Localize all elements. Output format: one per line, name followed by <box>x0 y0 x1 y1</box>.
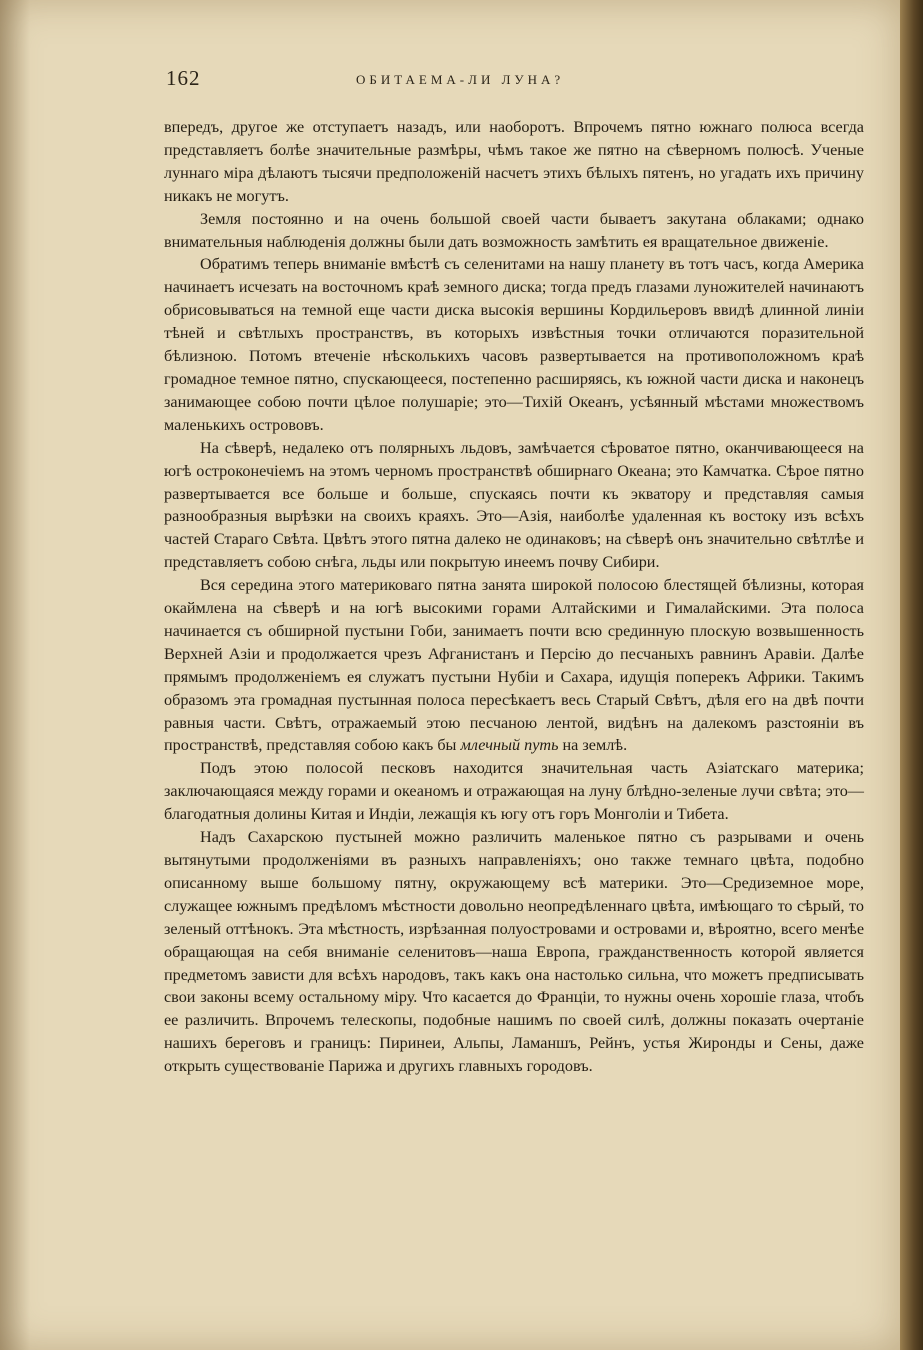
paragraph-5 <box>164 574 864 757</box>
binding-shadow <box>0 0 30 1350</box>
paragraph-1: впередъ, другое же отступаетъ назадъ, или наоборотъ. Впрочемъ пятно южнаго полюса всегда представляетъ болѣе значительные размѣры, чѣмъ такое же пятно на сѣверномъ полюсѣ. Ученые луннаго міра дѣлаютъ тысячи предположеній насчетъ этихъ бѣлыхъ пятенъ, но угадать ихъ причину никакъ не могутъ. <box>164 118 864 205</box>
paragraph-5-text: Вся середина этого материковаго пятна занята широкой полосою блестящей бѣлизны, которая окаймлена на сѣверѣ и на югѣ высокими горами Алтайскими и Гималайскими. Эта полоса начинается съ обширной пустыни Гоби, занимаетъ почти всю срединную плоскую возвышенность Верхней Азіи и продолжается чрезъ Афганистанъ и Персію до песчаныхъ равнинъ Аравіи. Далѣе прямымъ продолженіемъ ея служатъ пустыни Нубіи и Сахара, идущія поперекъ Африки. Такимъ образомъ эта громадная пустынная полоса пересѣкаетъ весь Старый Свѣтъ, дѣля его на двѣ почти равныя части. Свѣтъ, отражаемый этою песчаною лентой, видѣнъ на далекомъ разстояніи въ пространствѣ, представляя собою какъ бы <box>164 576 864 755</box>
paragraph-2: Земля постоянно и на очень большой своей части бываетъ закутана облаками; однако внимательныя наблюденія должны были дать возможность замѣтить ея вращательное движеніе. <box>164 209 864 251</box>
page-edge <box>900 0 923 1350</box>
paragraph-4: На сѣверѣ, недалеко отъ полярныхъ льдовъ, замѣчается сѣроватое пятно, оканчивающееся на югѣ остроконечіемъ на этомъ черномъ пространствѣ обширнаго Океана; это Камчатка. Сѣрое пятно развертывается все больше и больше, спускаясь почти къ экватору и представляя самыя разнообразныя вырѣзки на своихъ краяхъ. Это—Азія, наиболѣе удаленная къ востоку изъ всѣхъ частей Стараго Свѣта. Цвѣтъ этого пятна далеко не одинаковъ; на сѣверѣ онъ значительно свѣтлѣе и представляетъ собою снѣга, льды или покрытую инеемъ почву Сибири. <box>164 438 864 572</box>
paragraph-7: Надъ Сахарскою пустыней можно различить маленькое пятно съ разрывами и очень вытянутыми продолженіями въ разныхъ направленіяхъ; оно также темнаго цвѣта, подобно описанному выше большому пятну, окружающему всѣ материки. Это—Средиземное море, служащее южнымъ предѣломъ мѣстности довольно неопредѣленнаго цвѣта, имѣющаго то сѣрый, то зеленый оттѣнокъ. Эта мѣстность, изрѣзанная полуостровами и островами и, вѣроятно, всего менѣе обращающая на себя вниманіе селенитовъ—наша Европа, гражданственность которой является предметомъ зависти для всѣхъ народовъ, такъ какъ она настолько сильна, что можетъ предписывать свои законы всему остальному міру. Что касается до Франціи, то нужны очень хорошіе глаза, чтобъ ее различить. Впрочемъ телескопы, подобные нашимъ по своей силѣ, должны показать очертаніе нашихъ береговъ и границъ: Пиринеи, Альпы, Ламаншъ, Рейнъ, устья Жиронды и Сены, даже открыть существованіе Парижа и другихъ главныхъ городовъ. <box>164 828 864 1076</box>
page-header <box>166 66 862 98</box>
page-number: 162 <box>166 66 201 90</box>
paragraph-6: Подъ этою полосой песковъ находится значительная часть Азіатскаго материка; заключающаяся между горами и океаномъ и отражающая на луну блѣдно-зеленые лучи свѣта; это—благодатныя долины Китая и Индіи, лежащія къ югу отъ горъ Монголіи и Тибета. <box>164 759 864 824</box>
emphasis-milky-way: млечный путь <box>460 736 559 755</box>
body-text <box>164 116 864 1078</box>
paragraph-3: Обратимъ теперь вниманіе вмѣстѣ съ селенитами на нашу планету въ тотъ часъ, когда Америка начинаетъ исчезать на восточномъ краѣ земного диска; тогда предъ глазами луножителей начинаютъ обрисовываться на темной еще части диска высокія вершины Кордильеровъ ввидѣ длинной линіи тѣней и свѣтлыхъ пространствъ, въ которыхъ извѣстныя точки отличаются поразительной бѣлизною. Потомъ втеченіе нѣсколькихъ часовъ развертывается на противоположномъ краѣ громадное темное пятно, спускающееся, постепенно расширяясь, къ южной части диска и наконецъ занимающее собою почти цѣлое полушаріе; это—Тихій Океанъ, усѣянный мѣстами множествомъ маленькихъ острововъ. <box>164 255 864 434</box>
running-title: ОБИТАЕМА-ЛИ ЛУНА? <box>356 72 565 87</box>
paragraph-5-end: на землѣ. <box>558 736 628 755</box>
